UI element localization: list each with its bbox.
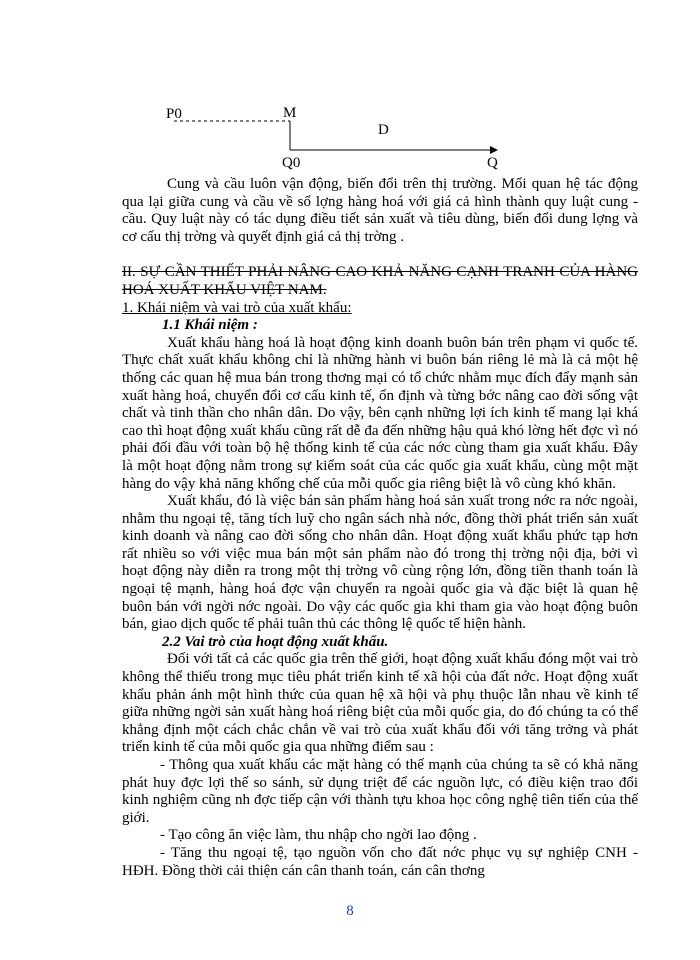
arrow-head-icon bbox=[490, 146, 498, 154]
subsection-heading-1: 1. Khái niệm và vai trò của xuất khẩu: bbox=[122, 299, 352, 316]
page-number: 8 bbox=[346, 903, 354, 919]
supply-demand-diagram bbox=[150, 100, 510, 175]
label-m: M bbox=[283, 105, 297, 121]
label-d: D bbox=[378, 122, 389, 138]
label-p0: P0 bbox=[166, 106, 182, 122]
section-title-1-1: 1.1 Khái niệm : bbox=[162, 317, 258, 334]
paragraph-export-activity: Xuất khẩu, đó là việc bán sản phẩm hàng hoá sản xuất trong nớc ra nớc ngoài, nhằm thu ngoại tệ, tăng tích luỹ cho ngân sách nhà nớc, đồng thời phát triển sản xuất kinh doanh và nâng cao đời sống cho nhân dân. Hoạt động xuất khẩu phức tạp hơn rất nhiều so với việc mua bán một sản phẩm nào đó trong thị trờng nội địa, bởi vì hoạt động này diễn ra trong một thị trờng vô cùng rộng lớn, đồng tiền thanh toán là ngoại tệ mạnh, hàng hoá đợc vận chuyển ra ngoài quốc gia và đặc biệt là quan hệ buôn bán với ngời nớc ngoài. Do vậy các quốc gia khi tham gia vào hoạt động buôn bán, giao dịch quốc tế phải tuân thủ các thông lệ quốc tế hiện hành. bbox=[122, 493, 638, 633]
list-item-employment: - Tạo công ăn việc làm, thu nhập cho ngời lao động . bbox=[160, 827, 477, 844]
label-q0: Q0 bbox=[282, 155, 301, 171]
section-title-2-2: 2.2 Vai trò của hoạt động xuất khẩu. bbox=[162, 633, 389, 650]
diagram-lines bbox=[150, 100, 510, 175]
document-body bbox=[122, 176, 638, 880]
section-heading-ii: II. SỰ CẦN THIẾT PHẢI NÂNG CAO KHẢ NĂNG CẠNH TRANH CỦA HÀNG HOÁ XUẤT KHẨU VIỆT NAM. bbox=[122, 264, 638, 298]
paragraph-export-role: Đối với tất cả các quốc gia trên thế giới, hoạt động xuất khẩu đóng một vai trò không thể thiếu trong mục tiêu phát triển kinh tế xã hội của đất nớc. Hoạt động xuất khẩu phản ánh một hình thức của quan hệ xã hội và phụ thuộc lẫn nhau về kinh tế giữa những ngời sản xuất hàng hoá riêng biệt của mỗi quốc gia, do đó chúng ta có thể khẳng định một cách chắc chắn về vai trò của xuất khẩu đối với tăng trởng và phát triển kinh tế của mỗi quốc gia qua những điểm sau : bbox=[122, 651, 638, 756]
paragraph-export-definition: Xuất khẩu hàng hoá là hoạt động kinh doanh buôn bán trên phạm vi quốc tế. Thực chất xuất khẩu không chỉ là những hành vi buôn bán riêng lẻ mà là cả một hệ thống các quan hệ mua bán trong thơng mại có tổ chức nhằm mục đích đẩy mạnh sản xuất hàng hoá, chuyển đổi cơ cấu kinh tế, ổn định và từng bớc nâng cao đời sống vật chất và tinh thần cho nhân dân. Do vậy, bên cạnh những lợi ích kinh tế mang lại khá cao thì hoạt động xuất khẩu cũng rất dễ đa đến những hậu quả khó lờng hết đợc vì nó phải đối đầu với toàn bộ hệ thống kinh tế của các nớc cùng tham gia xuất khẩu. Đây là một hoạt động nằm trong sự kiểm soát của các quốc gia xuất khẩu, cùng một mặt hàng do vậy khả năng khống chế của mỗi quốc gia riêng biệt là vô cùng khó khăn. bbox=[122, 334, 638, 492]
paragraph-supply-demand: Cung và cầu luôn vận động, biến đổi trên thị trường. Mối quan hệ tác động qua lại giữa cung và cầu về số lợng hàng hoá với giá cả hình thành quy luật cung - cầu. Quy luật này có tác dụng điều tiết sản xuất và tiêu dùng, biến đổi dung lợng và cơ cấu thị trờng và quyết định giá cả thị trờng . bbox=[122, 176, 638, 245]
list-item-advantage: - Thông qua xuất khẩu các mặt hàng có thế mạnh của chúng ta sẽ có khả năng phát huy đợc lợi thế so sánh, sử dụng triệt để các nguồn lực, có điều kiện trao đổi kinh nghiệm cũng nh đợc tiếp cận với thành tựu khoa học công nghệ tiên tiến của thế giới. bbox=[122, 757, 638, 826]
list-item-foreign-currency: - Tăng thu ngoại tệ, tạo nguồn vốn cho đất nớc phục vụ sự nghiệp CNH - HĐH. Đồng thời cải thiện cán cân thanh toán, cán cân thơng bbox=[122, 844, 638, 879]
label-q: Q bbox=[487, 155, 498, 171]
